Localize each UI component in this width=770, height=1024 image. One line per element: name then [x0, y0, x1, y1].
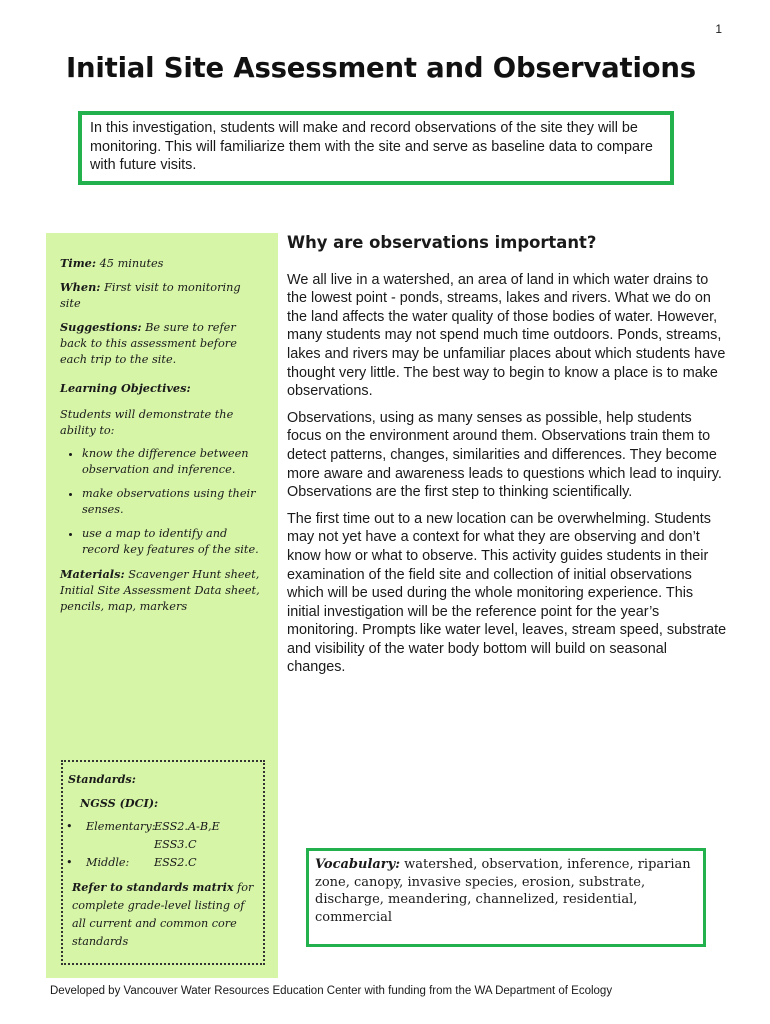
- time-info: [60, 255, 264, 272]
- list-item: • know the difference between observation and inference.: [82, 446, 264, 478]
- standards-row: [68, 854, 258, 872]
- footer: Developed by Vancouver Water Resources Education Center with funding from the WA Department of Ecology: [50, 985, 613, 997]
- bullet: •: [66, 820, 73, 833]
- standards-codes: ESS3.C: [154, 838, 197, 851]
- standards-refer: [72, 878, 258, 951]
- when-label: When:: [60, 280, 101, 294]
- paragraph: Observations, using as many senses as possible, help students focus on the environment around them. Observations train them to detect patterns, changes, similarities and differences. They become more aware and awareness leads to questions which lead to inquiry. Observations are the first step to thinking scientifically.: [287, 409, 722, 501]
- standards-level: [86, 836, 154, 854]
- suggestions-label: Suggestions:: [60, 320, 142, 334]
- refer-bold: Refer to standards matrix: [72, 880, 234, 894]
- time-label: Time:: [60, 256, 97, 270]
- materials-value: Scavenger Hunt sheet, Initial Site Assessment Data sheet, pencils, map, markers: [60, 568, 260, 613]
- bullet: [66, 836, 86, 854]
- list-item: • use a map to identify and record key features of the site.: [82, 526, 264, 558]
- objectives-heading: Learning Objectives:: [60, 381, 191, 395]
- paragraph: The first time out to a new location can be overwhelming. Students may not yet have a context for what they are observing and don’t know how or what to observe. This activity guides students in their examination of the field site and collection of initial observations which will be used during the whole monitoring experience. This initial investigation will be the reference point for the year’s monitoring. Prompts like water level, leaves, stream speed, substrate and visibility of the water body bottom will build on seasonal changes.: [287, 510, 727, 676]
- standards-codes: ESS2.C: [154, 856, 197, 869]
- standards-codes: ESS2.A-B,E: [154, 820, 220, 833]
- intro-text: In this investigation, students will make and record observations of the site they will be monitoring. This will familiarize them with the site and serve as baseline data to compare with future visits.: [90, 120, 653, 173]
- standards-row: [68, 836, 258, 854]
- standards-row: [68, 818, 258, 836]
- materials-label: Materials:: [60, 567, 125, 581]
- page-title: Initial Site Assessment and Observations: [66, 52, 696, 84]
- standards-box: [61, 760, 265, 965]
- intro-box: [78, 111, 674, 185]
- standards-heading: Standards:: [68, 772, 136, 786]
- list-item: • make observations using their senses.: [82, 486, 264, 518]
- page-number: 1: [715, 22, 722, 36]
- main-content: [287, 234, 727, 685]
- vocabulary-label: Vocabulary:: [315, 857, 401, 872]
- objectives-intro: Students will demonstrate the ability to:: [60, 408, 234, 437]
- materials-info: [60, 566, 264, 615]
- suggestions-value: Be sure to refer back to this assessment before each trip to the site.: [60, 321, 237, 366]
- when-value: First visit to monitoring site: [60, 281, 241, 310]
- when-info: [60, 279, 264, 312]
- bullet: •: [66, 856, 73, 869]
- objectives-list: [60, 446, 264, 558]
- paragraph: We all live in a watershed, an area of land in which water drains to the lowest point - ponds, streams, lakes and rivers. What we do on the land affects the water quality of those bodies of water. However, many students may not spend much time outdoors. Ponds, streams, lakes and rivers may be unfamiliar places about which students have thought very little. The best way to begin to know a place is to make observations.: [287, 271, 726, 400]
- ngss-label: NGSS (DCI):: [80, 796, 159, 810]
- vocabulary-box: [306, 848, 706, 947]
- vocabulary-terms: watershed, observation, inference, riparian zone, canopy, invasive species, erosion, substrate, discharge, meandering, channelized, residential, commercial: [315, 857, 691, 925]
- standards-level: Middle:: [86, 856, 130, 869]
- time-value: 45 minutes: [96, 257, 164, 270]
- sidebar-content: [60, 255, 264, 622]
- refer-rest: for complete grade-level listing of all current and common core standards: [72, 881, 254, 948]
- suggestions-info: [60, 319, 264, 368]
- section-heading: Why are observations important?: [287, 233, 597, 252]
- standards-level: Elementary:: [86, 820, 156, 833]
